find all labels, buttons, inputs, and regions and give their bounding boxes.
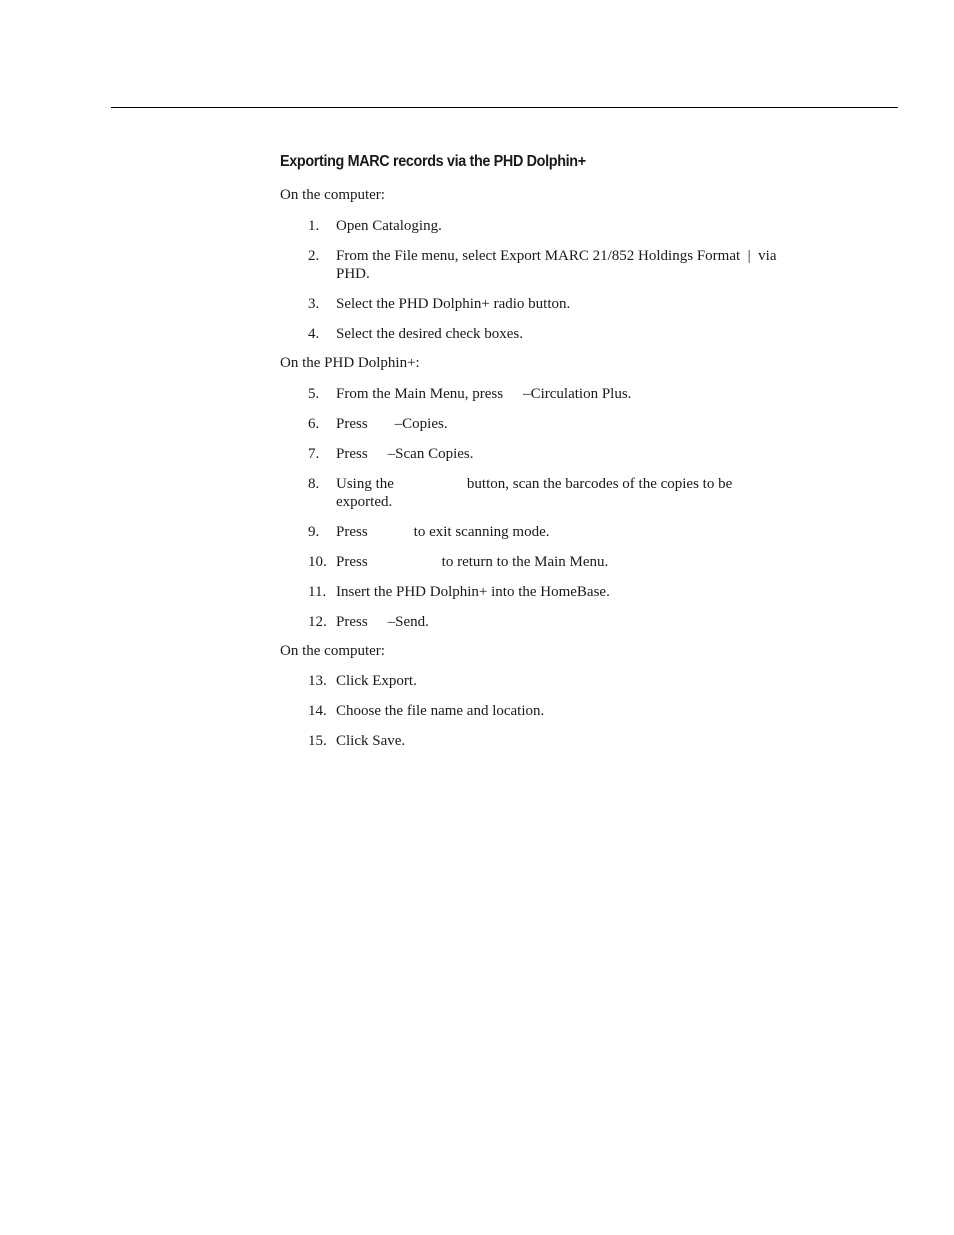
step-text: Select the PHD Dolphin+ radio button. — [336, 296, 571, 312]
step-text — [336, 385, 836, 403]
step-text-post: –Copies. — [394, 416, 448, 432]
step-text-pre: Press — [336, 446, 368, 462]
step-number: 10. — [308, 554, 327, 570]
step-text — [336, 553, 836, 571]
step-text — [336, 247, 836, 283]
step-text-line: PHD. — [336, 266, 370, 282]
intro-on-computer-2: On the computer: — [280, 643, 385, 659]
step-text-post: to exit scanning mode. — [413, 524, 550, 540]
step-text: Open Cataloging. — [336, 218, 442, 234]
step-text: Insert the PHD Dolphin+ into the HomeBase. — [336, 584, 610, 600]
step-text-line: From the File menu, select Export MARC 21/852 Holdings Format | via — [336, 248, 777, 264]
section-heading: Exporting MARC records via the PHD Dolphin+ — [280, 153, 586, 170]
step-text-post: to return to the Main Menu. — [441, 554, 609, 570]
step-text-post: –Scan Copies. — [387, 446, 474, 462]
step-number: 4. — [308, 326, 320, 342]
step-number: 13. — [308, 673, 327, 689]
step-text-pre: Using the — [336, 476, 394, 492]
step-text-line: exported. — [336, 494, 393, 510]
step-number: 8. — [308, 476, 320, 492]
step-number: 5. — [308, 386, 320, 402]
step-text — [336, 415, 836, 433]
step-text-pre: Press — [336, 554, 368, 570]
intro-on-dolphin: On the PHD Dolphin+: — [280, 355, 420, 371]
step-text: Choose the file name and location. — [336, 703, 545, 719]
step-number: 2. — [308, 248, 320, 264]
step-number: 3. — [308, 296, 320, 312]
step-text — [336, 613, 836, 631]
step-number: 9. — [308, 524, 320, 540]
step-text — [336, 445, 836, 463]
step-text — [336, 523, 836, 541]
step-number: 7. — [308, 446, 320, 462]
step-text-pre: Press — [336, 524, 368, 540]
intro-on-computer: On the computer: — [280, 187, 385, 203]
step-text — [336, 475, 836, 511]
step-text-post: button, scan the barcodes of the copies to be — [466, 476, 733, 492]
step-text-pre: Press — [336, 416, 368, 432]
step-number: 1. — [308, 218, 320, 234]
step-text-pre: From the Main Menu, press — [336, 386, 504, 402]
step-text-post: –Send. — [387, 614, 429, 630]
step-text: Select the desired check boxes. — [336, 326, 524, 342]
step-number: 11. — [308, 584, 327, 600]
step-text-pre: Press — [336, 614, 368, 630]
step-text-post: –Circulation Plus. — [523, 386, 632, 402]
step-number: 12. — [308, 614, 327, 630]
step-number: 14. — [308, 703, 327, 719]
step-text: Click Export. — [336, 673, 417, 689]
step-text: Click Save. — [336, 733, 406, 749]
header-rule — [111, 107, 898, 108]
step-number: 6. — [308, 416, 320, 432]
step-number: 15. — [308, 733, 327, 749]
